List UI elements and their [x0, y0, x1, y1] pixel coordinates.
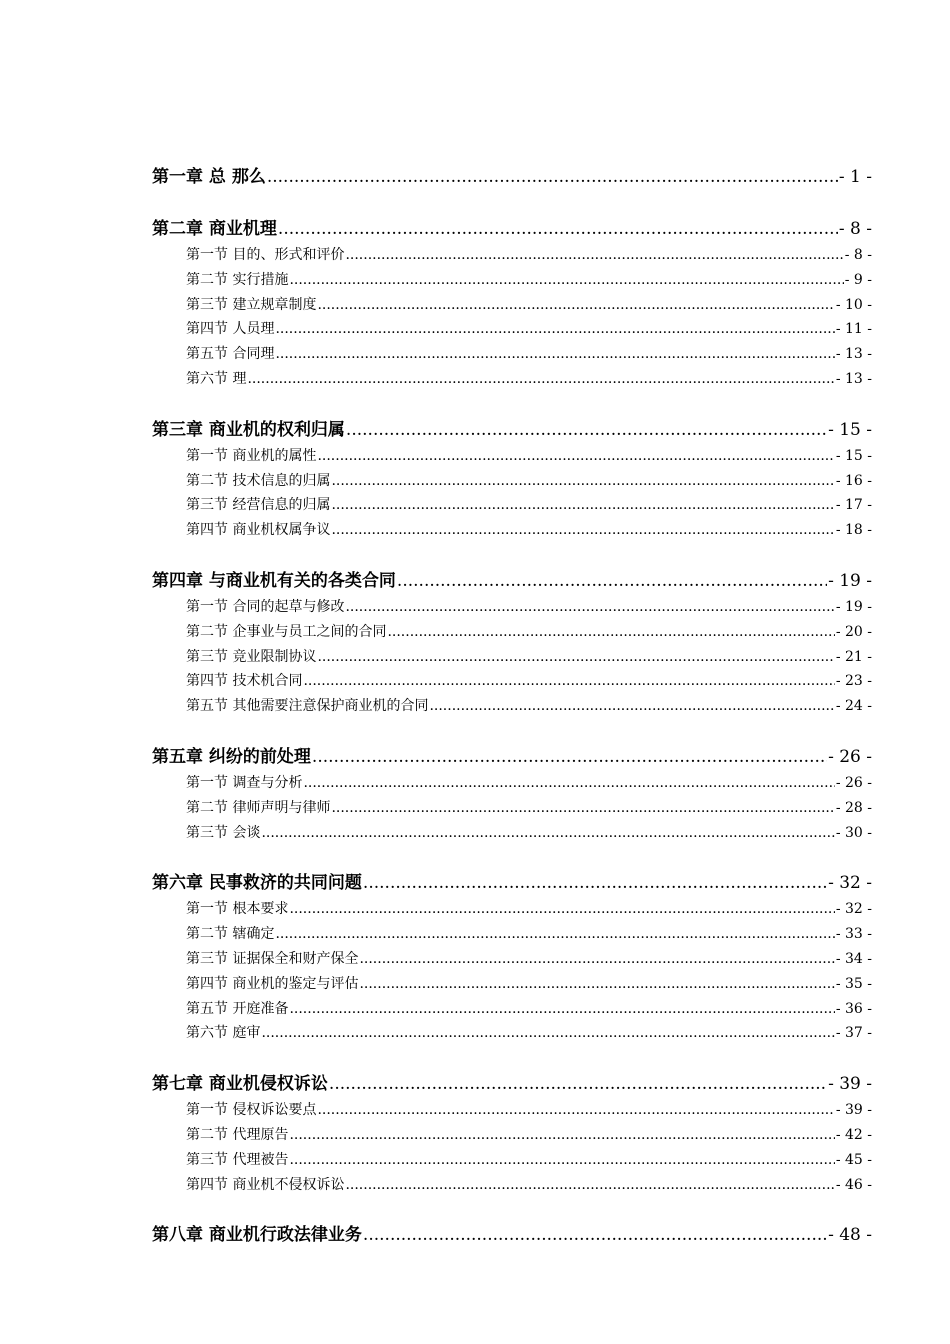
toc-section-entry[interactable]: [152, 771, 872, 796]
toc-chapter-block: [152, 1222, 872, 1249]
toc-chapter-page-number: - 32 -: [828, 873, 872, 894]
toc-section-page-number: - 17 -: [835, 497, 872, 514]
toc-section-entry[interactable]: [152, 469, 872, 494]
toc-section-title: 第一节 合同的起草与修改: [186, 598, 345, 615]
toc-dot-leader: [331, 493, 834, 518]
toc-chapter-page-number: - 48 -: [828, 1225, 872, 1246]
toc-section-page-number: - 32 -: [835, 901, 872, 918]
toc-dot-leader: [345, 243, 843, 268]
toc-chapter-page-number: - 8 -: [838, 219, 872, 239]
toc-section-page-number: - 35 -: [835, 975, 872, 992]
toc-section-title: 第四节 技术机合同: [186, 673, 303, 690]
toc-dot-leader: [312, 744, 827, 771]
toc-section-entry[interactable]: [152, 268, 872, 293]
toc-chapter-page-number: - 26 -: [828, 746, 872, 767]
toc-dot-leader: [363, 870, 827, 897]
toc-section-title: 第一节 商业机的属性: [186, 447, 317, 464]
toc-section-page-number: - 39 -: [835, 1102, 872, 1119]
toc-dot-leader: [267, 164, 838, 191]
toc-chapter-block: [152, 417, 872, 543]
toc-section-page-number: - 16 -: [835, 472, 872, 489]
toc-dot-leader: [317, 293, 834, 318]
toc-section-title: 第一节 调查与分析: [186, 774, 303, 791]
toc-dot-leader: [261, 821, 834, 846]
toc-chapter-entry[interactable]: [152, 744, 872, 771]
toc-chapter-entry[interactable]: [152, 568, 872, 595]
toc-section-title: 第二节 企事业与员工之间的合同: [186, 623, 387, 640]
toc-dot-leader: [329, 1071, 827, 1098]
toc-section-entry[interactable]: [152, 1123, 872, 1148]
toc-section-entry[interactable]: [152, 1021, 872, 1046]
toc-section-entry[interactable]: [152, 367, 872, 392]
toc-dot-leader: [429, 694, 834, 719]
toc-section-entry[interactable]: [152, 897, 872, 922]
toc-section-entry[interactable]: [152, 293, 872, 318]
toc-section-title: 第四节 商业机权属争议: [186, 522, 331, 539]
toc-section-page-number: - 19 -: [835, 598, 872, 615]
table-of-contents: [152, 164, 872, 1249]
toc-dot-leader: [289, 1123, 834, 1148]
toc-section-title: 第三节 代理被告: [186, 1151, 289, 1168]
toc-dot-leader: [275, 922, 834, 947]
toc-chapter-block: [152, 164, 872, 191]
toc-chapter-title: 第三章 商业机的权利归属: [152, 419, 345, 440]
toc-section-page-number: - 26 -: [835, 774, 872, 791]
toc-chapter-entry[interactable]: [152, 164, 872, 191]
toc-dot-leader: [289, 1148, 834, 1173]
toc-section-entry[interactable]: [152, 972, 872, 997]
toc-section-title: 第二节 辖确定: [186, 926, 275, 943]
toc-section-page-number: - 21 -: [835, 648, 872, 665]
toc-dot-leader: [345, 1173, 834, 1198]
toc-chapter-page-number: - 15 -: [828, 419, 872, 440]
toc-section-entry[interactable]: [152, 997, 872, 1022]
toc-section-page-number: - 11 -: [835, 321, 872, 338]
toc-section-title: 第二节 技术信息的归属: [186, 472, 331, 489]
toc-section-title: 第五节 其他需要注意保护商业机的合同: [186, 698, 429, 715]
toc-section-page-number: - 8 -: [844, 247, 872, 263]
toc-section-page-number: - 10 -: [835, 296, 872, 313]
toc-section-page-number: - 36 -: [835, 1000, 872, 1017]
toc-section-title: 第五节 合同理: [186, 346, 275, 363]
toc-chapter-entry[interactable]: [152, 417, 872, 444]
toc-dot-leader: [397, 568, 827, 595]
toc-section-entry[interactable]: [152, 317, 872, 342]
toc-section-page-number: - 20 -: [835, 623, 872, 640]
toc-chapter-block: [152, 870, 872, 1046]
toc-section-page-number: - 33 -: [835, 926, 872, 943]
toc-chapter-title: 第一章 总 那么: [152, 167, 266, 187]
toc-section-title: 第二节 律师声明与律师: [186, 799, 331, 816]
toc-section-entry[interactable]: [152, 1098, 872, 1123]
toc-chapter-page-number: - 19 -: [828, 570, 872, 591]
toc-section-title: 第三节 证据保全和财产保全: [186, 950, 359, 967]
toc-dot-leader: [359, 947, 834, 972]
toc-section-entry[interactable]: [152, 796, 872, 821]
toc-chapter-title: 第四章 与商业机有关的各类合同: [152, 570, 396, 591]
toc-chapter-entry[interactable]: [152, 870, 872, 897]
toc-chapter-title: 第五章 纠纷的前处理: [152, 746, 311, 767]
toc-dot-leader: [278, 216, 838, 243]
toc-section-entry[interactable]: [152, 694, 872, 719]
toc-chapter-block: [152, 568, 872, 719]
toc-section-entry[interactable]: [152, 444, 872, 469]
toc-section-title: 第一节 目的、形式和评价: [186, 247, 345, 263]
toc-section-page-number: - 34 -: [835, 950, 872, 967]
toc-dot-leader: [275, 317, 834, 342]
toc-section-page-number: - 46 -: [835, 1176, 872, 1193]
toc-chapter-entry[interactable]: [152, 1222, 872, 1249]
toc-chapter-block: [152, 744, 872, 845]
toc-dot-leader: [275, 342, 834, 367]
toc-dot-leader: [289, 268, 843, 293]
toc-dot-leader: [387, 620, 834, 645]
toc-section-title: 第四节 人员理: [186, 321, 275, 338]
toc-section-entry[interactable]: [152, 1148, 872, 1173]
toc-dot-leader: [317, 1098, 834, 1123]
toc-section-page-number: - 45 -: [835, 1151, 872, 1168]
toc-section-page-number: - 13 -: [835, 370, 872, 387]
toc-section-title: 第一节 根本要求: [186, 901, 289, 918]
toc-dot-leader: [317, 645, 834, 670]
toc-section-page-number: - 9 -: [844, 271, 872, 288]
toc-section-page-number: - 24 -: [835, 698, 872, 715]
toc-section-entry[interactable]: [152, 595, 872, 620]
toc-chapter-entry[interactable]: [152, 1071, 872, 1098]
toc-section-entry[interactable]: [152, 669, 872, 694]
toc-section-page-number: - 42 -: [835, 1126, 872, 1143]
toc-dot-leader: [261, 1021, 834, 1046]
toc-section-title: 第四节 商业机不侵权诉讼: [186, 1176, 345, 1193]
toc-section-entry[interactable]: [152, 645, 872, 670]
toc-section-title: 第五节 开庭准备: [186, 1000, 289, 1017]
toc-section-page-number: - 13 -: [835, 346, 872, 363]
toc-chapter-title: 第七章 商业机侵权诉讼: [152, 1074, 328, 1095]
toc-section-entry[interactable]: [152, 1173, 872, 1198]
toc-chapter-block: [152, 216, 872, 392]
toc-dot-leader: [303, 771, 834, 796]
toc-section-title: 第三节 竞业限制协议: [186, 648, 317, 665]
toc-chapter-title: 第二章 商业机理: [152, 219, 277, 239]
toc-section-entry[interactable]: [152, 342, 872, 367]
toc-section-page-number: - 28 -: [835, 799, 872, 816]
toc-chapter-block: [152, 1071, 872, 1197]
toc-section-title: 第六节 庭审: [186, 1025, 261, 1042]
toc-dot-leader: [317, 444, 834, 469]
toc-section-title: 第二节 代理原告: [186, 1126, 289, 1143]
toc-section-entry[interactable]: [152, 922, 872, 947]
toc-dot-leader: [363, 1222, 827, 1249]
toc-section-page-number: - 37 -: [835, 1025, 872, 1042]
toc-dot-leader: [331, 518, 834, 543]
toc-dot-leader: [289, 997, 834, 1022]
toc-section-entry[interactable]: [152, 243, 872, 268]
toc-chapter-entry[interactable]: [152, 216, 872, 243]
toc-section-entry[interactable]: [152, 493, 872, 518]
toc-chapter-page-number: - 1 -: [838, 167, 872, 187]
toc-dot-leader: [346, 417, 827, 444]
toc-dot-leader: [247, 367, 834, 392]
toc-dot-leader: [289, 897, 834, 922]
toc-dot-leader: [345, 595, 834, 620]
toc-chapter-title: 第六章 民事救济的共同问题: [152, 873, 362, 894]
toc-dot-leader: [359, 972, 834, 997]
toc-dot-leader: [331, 469, 834, 494]
toc-chapter-page-number: - 39 -: [828, 1074, 872, 1095]
toc-section-title: 第三节 会谈: [186, 824, 261, 841]
toc-section-entry[interactable]: [152, 620, 872, 645]
toc-section-page-number: - 15 -: [835, 447, 872, 464]
toc-chapter-title: 第八章 商业机行政法律业务: [152, 1225, 362, 1246]
toc-section-page-number: - 30 -: [835, 824, 872, 841]
toc-section-title: 第四节 商业机的鉴定与评估: [186, 975, 359, 992]
toc-section-page-number: - 18 -: [835, 522, 872, 539]
toc-section-title: 第六节 理: [186, 370, 247, 387]
toc-dot-leader: [331, 796, 834, 821]
toc-section-entry[interactable]: [152, 518, 872, 543]
toc-section-page-number: - 23 -: [835, 673, 872, 690]
toc-section-title: 第一节 侵权诉讼要点: [186, 1102, 317, 1119]
toc-section-title: 第二节 实行措施: [186, 271, 289, 288]
toc-section-title: 第三节 经营信息的归属: [186, 497, 331, 514]
toc-section-entry[interactable]: [152, 947, 872, 972]
toc-section-title: 第三节 建立规章制度: [186, 296, 317, 313]
toc-section-entry[interactable]: [152, 821, 872, 846]
toc-dot-leader: [303, 669, 834, 694]
